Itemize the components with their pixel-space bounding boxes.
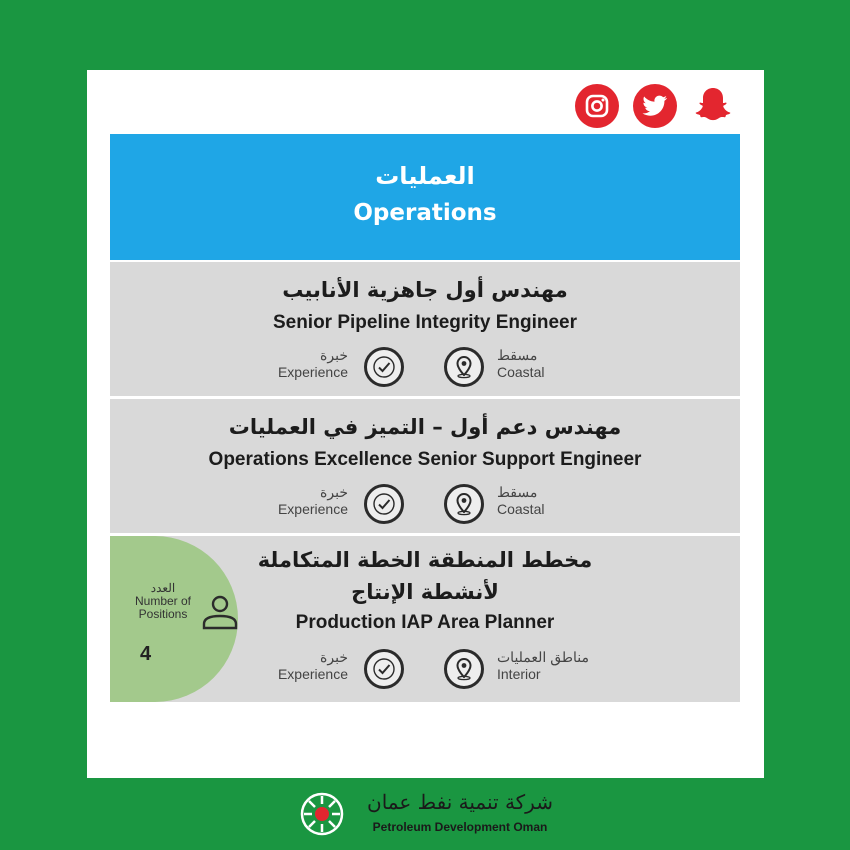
instagram-icon[interactable]: [575, 84, 619, 128]
experience-label-ar: خبرة: [320, 649, 348, 665]
job-title-en: Production IAP Area Planner: [295, 612, 555, 633]
section-header: [110, 134, 740, 260]
job-meta: [110, 347, 740, 387]
experience-label-ar: خبرة: [320, 484, 348, 500]
location-pin-icon: [444, 649, 484, 689]
positions-label-en-2: Positions: [138, 607, 188, 621]
section-title-ar: العمليات: [375, 162, 475, 190]
job-meta: [110, 484, 740, 524]
job-row: [110, 536, 740, 702]
person-icon: [200, 594, 240, 634]
job-meta: [110, 649, 740, 689]
experience-label-ar: خبرة: [320, 347, 348, 363]
company-name-ar: شركة تنمية نفط عمان: [367, 790, 553, 814]
job-row: [110, 262, 740, 396]
job-title-ar: مهندس أول جاهزية الأنابيب: [282, 278, 568, 302]
checkmark-icon: [364, 484, 404, 524]
job-row: [110, 399, 740, 533]
positions-label: [118, 582, 208, 621]
checkmark-icon: [364, 347, 404, 387]
experience-label: [270, 347, 348, 381]
positions-label-en-1: Number of: [134, 594, 192, 608]
footer-logo: [300, 790, 560, 840]
twitter-icon[interactable]: [633, 84, 677, 128]
job-title-en: Operations Excellence Senior Support Engineer: [208, 449, 642, 470]
location-pin-icon: [444, 484, 484, 524]
snapchat-icon[interactable]: [691, 84, 735, 128]
section-title-en: Operations: [353, 200, 497, 226]
job-title-ar-line2: لأنشطة الإنتاج: [351, 580, 499, 604]
positions-count: 4: [140, 643, 152, 665]
location-label: [497, 484, 544, 518]
location-label-ar: مناطق العمليات: [497, 649, 590, 665]
checkmark-icon: [364, 649, 404, 689]
positions-label-ar: العدد: [150, 581, 176, 595]
job-title-en: Senior Pipeline Integrity Engineer: [272, 312, 578, 333]
location-label: [497, 649, 589, 683]
experience-label-en: Experience: [277, 364, 348, 380]
location-label-ar: مسقط: [497, 347, 538, 363]
experience-label-en: Experience: [277, 501, 348, 517]
location-label-en: Coastal: [497, 364, 545, 380]
location-label-en: Coastal: [497, 501, 545, 517]
location-label-en: Interior: [497, 666, 541, 682]
company-name-en: Petroleum Development Oman: [372, 820, 548, 834]
experience-label-en: Experience: [277, 666, 348, 682]
location-label: [497, 347, 544, 381]
location-label-ar: مسقط: [497, 484, 538, 500]
location-pin-icon: [444, 347, 484, 387]
job-title-ar: مهندس دعم أول – التميز في العمليات: [228, 415, 622, 439]
pdo-logo-icon: [300, 792, 344, 836]
experience-label: [270, 484, 348, 518]
job-title-ar: مخطط المنطقة الخطة المتكاملة: [257, 548, 593, 572]
experience-label: [270, 649, 348, 683]
